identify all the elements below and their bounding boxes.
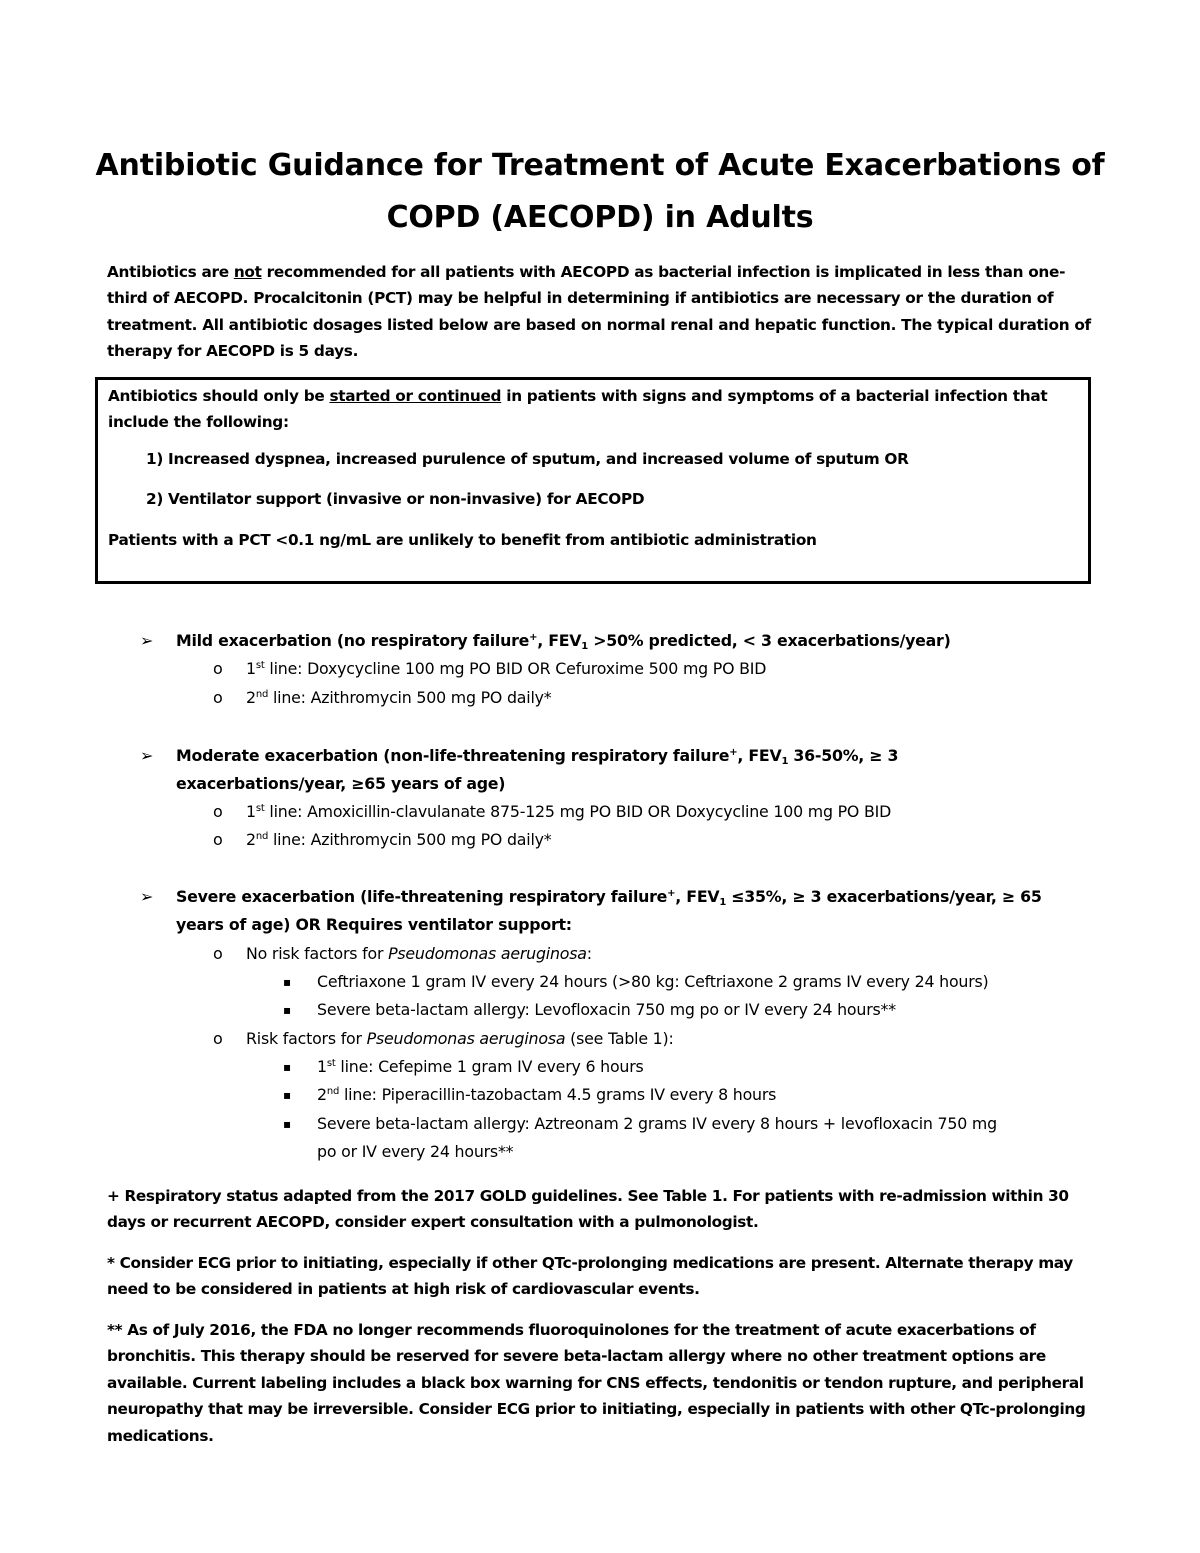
criteria-underlined: started or continued <box>329 387 502 405</box>
title-line-1: Antibiotic Guidance for Treatment of Acute Exacerbations of <box>95 148 1105 183</box>
intro-text-start: Antibiotics are <box>107 263 234 281</box>
mild-heading-c: >50% predicted, < 3 exacerbations/year) <box>588 631 951 650</box>
plus-sup: + <box>729 747 738 758</box>
no-risk-text: No risk factors for <box>246 944 389 963</box>
no-risk-item-2: Severe beta-lactam allergy: Levofloxacin 750 mg po or IV every 24 hours** <box>317 1000 896 1019</box>
mild-heading-b: , FEV <box>537 631 582 650</box>
moderate-heading-b: , FEV <box>737 746 782 765</box>
ordinal-suffix: st <box>255 660 265 671</box>
ordinal-suffix: nd <box>255 689 269 700</box>
fev-subscript: 1 <box>719 897 727 908</box>
circle-bullet-icon: o <box>213 659 223 678</box>
severe-heading-line-2: years of age) OR Requires ventilator support: <box>176 915 572 934</box>
severe-heading <box>176 883 1042 911</box>
criteria-text-start: Antibiotics should only be <box>108 387 330 405</box>
circle-bullet-icon: o <box>213 944 223 963</box>
ordinal-number: 1 <box>246 802 256 821</box>
plus-sup: + <box>667 888 676 899</box>
severe-heading-c: ≤35%, ≥ 3 exacerbations/year, ≥ 65 <box>726 887 1042 906</box>
moderate-heading <box>176 742 898 770</box>
circle-bullet-icon: o <box>213 802 223 821</box>
double-star-footnote: ** As of July 2016, the FDA no longer recommends fluoroquinolones for the treatment of acute exacerbations of bronchitis. This therapy should be reserved for severe beta-lactam allergy where no other treatment options are available. Current labeling includes a black box warning for CNS effects, tendonitis or tendon rupture, and peripheral neuropathy that may be irreversible. Consider ECG prior to initiating, especially in patients with other QTc-prolonging medications. <box>107 1321 1086 1445</box>
square-bullet-icon: ▪ <box>283 1117 292 1131</box>
moderate-second-line <box>246 826 552 854</box>
risk-item-2 <box>317 1081 776 1109</box>
intro-not-emphasis: not <box>233 263 262 281</box>
no-risk-item-1: Ceftriaxone 1 gram IV every 24 hours (>80 kg: Ceftriaxone 2 grams IV every 24 hours) <box>317 972 989 991</box>
risk-factors-heading <box>246 1025 674 1053</box>
ordinal-number: 2 <box>317 1085 327 1104</box>
arrow-bullet-icon: ➢ <box>140 746 154 765</box>
risk-item-1 <box>317 1053 644 1081</box>
ordinal-suffix: st <box>326 1058 336 1069</box>
star-footnote: * Consider ECG prior to initiating, especially if other QTc-prolonging medications are present. Alternate therapy may need to be considered in patients at high risk of cardiovascular events. <box>107 1254 1073 1299</box>
mild-first-line-text: line: Doxycycline 100 mg PO BID OR Cefuroxime 500 mg PO BID <box>264 659 767 678</box>
ordinal-suffix: st <box>255 803 265 814</box>
ordinal-number: 2 <box>246 830 256 849</box>
criterion-2: 2) Ventilator support (invasive or non-invasive) for AECOPD <box>146 490 645 508</box>
intro-paragraph <box>107 259 1097 365</box>
ordinal-suffix: nd <box>326 1086 340 1097</box>
criteria-box <box>95 377 1091 584</box>
no-risk-factors-heading <box>246 940 592 968</box>
title-line-2: COPD (AECOPD) in Adults <box>386 200 814 235</box>
mild-second-line <box>246 684 552 712</box>
organism-name: Pseudomonas aeruginosa <box>366 1029 566 1048</box>
pct-note: Patients with a PCT <0.1 ng/mL are unlikely to benefit from antibiotic administration <box>108 531 817 549</box>
risk-item-2-text: line: Piperacillin-tazobactam 4.5 grams IV every 8 hours <box>339 1085 777 1104</box>
ordinal-number: 1 <box>246 659 256 678</box>
circle-bullet-icon: o <box>213 830 223 849</box>
moderate-first-line-text: line: Amoxicillin-clavulanate 875-125 mg PO BID OR Doxycycline 100 mg PO BID <box>264 802 892 821</box>
risk-text: Risk factors for <box>246 1029 367 1048</box>
severe-heading-a: Severe exacerbation (life-threatening respiratory failure <box>176 887 668 906</box>
circle-bullet-icon: o <box>213 1029 223 1048</box>
moderate-heading-a: Moderate exacerbation (non-life-threatening respiratory failure <box>176 746 730 765</box>
plus-sup: + <box>529 632 538 643</box>
arrow-bullet-icon: ➢ <box>140 887 154 906</box>
organism-name: Pseudomonas aeruginosa <box>388 944 587 963</box>
circle-bullet-icon: o <box>213 688 223 707</box>
moderate-first-line <box>246 798 891 826</box>
moderate-second-line-text: line: Azithromycin 500 mg PO daily* <box>268 830 552 849</box>
square-bullet-icon: ▪ <box>283 1060 292 1074</box>
severe-heading-b: , FEV <box>675 887 720 906</box>
intro-text-rest: recommended for all patients with AECOPD as bacterial infection is implicated in less than one-third of AECOPD. Procalcitonin (PCT) may be helpful in determining if antibiotics are necessary or the duration of treatment. All antibiotic dosages listed below are based on normal renal and hepatic function. The typical duration of therapy for AECOPD is 5 days. <box>107 263 1091 361</box>
criteria-text-rest: in patients with signs and symptoms of a bacterial infection that include the following: <box>108 387 1048 432</box>
arrow-bullet-icon: ➢ <box>140 631 154 650</box>
square-bullet-icon: ▪ <box>283 975 292 989</box>
fev-subscript: 1 <box>581 641 588 652</box>
risk-item-1-text: line: Cefepime 1 gram IV every 6 hours <box>335 1057 644 1076</box>
mild-heading <box>176 627 951 655</box>
page-title <box>95 140 1105 244</box>
criterion-1: 1) Increased dyspnea, increased purulence of sputum, and increased volume of sputum OR <box>146 450 909 468</box>
mild-heading-a: Mild exacerbation (no respiratory failure <box>176 631 530 650</box>
risk-item-3-continued: po or IV every 24 hours** <box>317 1142 514 1161</box>
risk-item-3: Severe beta-lactam allergy: Aztreonam 2 grams IV every 8 hours + levofloxacin 750 mg <box>317 1114 997 1133</box>
fev-subscript: 1 <box>781 756 789 767</box>
ordinal-number: 2 <box>246 688 256 707</box>
square-bullet-icon: ▪ <box>283 1003 292 1017</box>
no-risk-colon: : <box>586 944 592 963</box>
moderate-heading-c: 36-50%, ≥ 3 <box>788 746 899 765</box>
ordinal-number: 1 <box>317 1057 327 1076</box>
moderate-heading-line-2: exacerbations/year, ≥65 years of age) <box>176 774 506 793</box>
mild-first-line <box>246 655 766 683</box>
risk-see-table: (see Table 1): <box>565 1029 674 1048</box>
criteria-intro <box>108 383 1083 436</box>
plus-footnote: + Respiratory status adapted from the 2017 GOLD guidelines. See Table 1. For patients with re-admission within 30 days or recurrent AECOPD, consider expert consultation with a pulmonologist. <box>107 1187 1069 1232</box>
square-bullet-icon: ▪ <box>283 1088 292 1102</box>
mild-second-line-text: line: Azithromycin 500 mg PO daily* <box>268 688 552 707</box>
ordinal-suffix: nd <box>255 831 269 842</box>
